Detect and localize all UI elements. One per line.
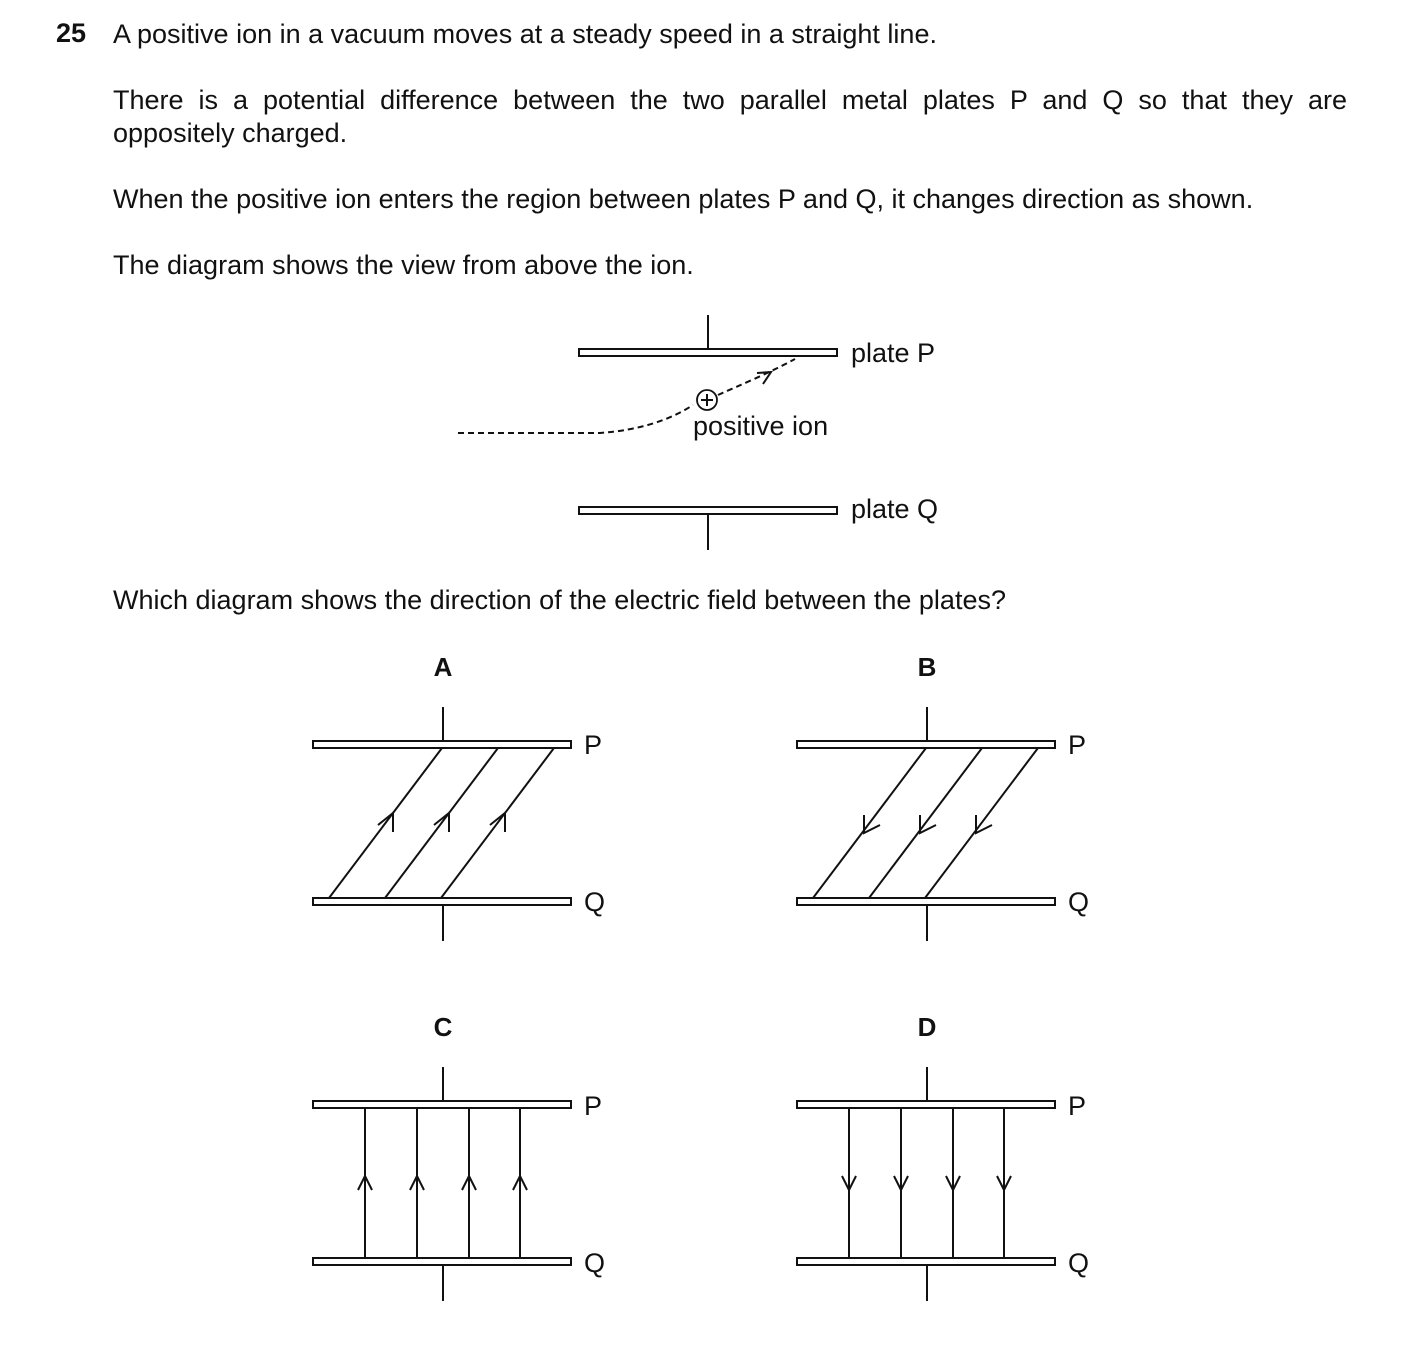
option-d-letter: D	[917, 1012, 937, 1042]
option-c-q-label: Q	[584, 1248, 606, 1278]
option-b-arrowhead-3	[976, 815, 992, 833]
question-line-4: The diagram shows the view from above the ion.	[113, 250, 694, 280]
question-prompt: Which diagram shows the direction of the electric field between the plates?	[113, 585, 1006, 615]
option-a-diagram	[313, 652, 605, 941]
option-b-q-label: Q	[1068, 887, 1090, 917]
option-b-field-line-1	[813, 748, 926, 898]
option-b-p-label: P	[1068, 730, 1087, 760]
ion-path-before	[458, 405, 693, 433]
plate-q	[579, 507, 837, 514]
option-b-arrowhead-1	[864, 815, 880, 833]
option-c-plate-q	[313, 1258, 571, 1265]
option-a-p-label: P	[584, 730, 603, 760]
positive-ion-label: positive ion	[693, 411, 829, 441]
question-line-3: When the positive ion enters the region between plates P and Q, it changes direction as shown.	[113, 184, 1254, 214]
question-line-1: A positive ion in a vacuum moves at a steady speed in a straight line.	[113, 19, 937, 49]
option-a-plate-q	[313, 898, 571, 905]
option-a-letter: A	[433, 652, 453, 682]
option-b-arrowhead-2	[920, 815, 936, 833]
option-b-field-line-3	[925, 748, 1038, 898]
option-b-field-line-2	[869, 748, 982, 898]
option-c-p-label: P	[584, 1091, 603, 1121]
option-d-p-label: P	[1068, 1091, 1087, 1121]
option-a-field-line-1	[329, 748, 442, 898]
main-diagram	[458, 315, 938, 550]
plate-p	[579, 349, 837, 356]
option-c-plate-p	[313, 1101, 571, 1108]
option-b-letter: B	[917, 652, 937, 682]
option-a-plate-p	[313, 741, 571, 748]
plate-q-label: plate Q	[851, 494, 939, 524]
ion-path-after	[718, 359, 795, 395]
option-d-diagram	[797, 1012, 1089, 1301]
question-number: 25	[56, 18, 87, 48]
option-b-plate-p	[797, 741, 1055, 748]
option-a-q-label: Q	[584, 887, 606, 917]
plate-p-label: plate P	[851, 338, 936, 368]
option-c-letter: C	[433, 1012, 453, 1042]
option-a-field-line-3	[441, 748, 554, 898]
option-c-diagram	[313, 1012, 605, 1301]
option-b-diagram	[797, 652, 1089, 941]
option-d-q-label: Q	[1068, 1248, 1090, 1278]
option-d-plate-p	[797, 1101, 1055, 1108]
question-line-2: There is a potential difference between the two parallel metal plates P and Q so that they are oppositely charged.	[113, 85, 1347, 148]
option-b-plate-q	[797, 898, 1055, 905]
option-a-field-line-2	[385, 748, 498, 898]
option-d-plate-q	[797, 1258, 1055, 1265]
